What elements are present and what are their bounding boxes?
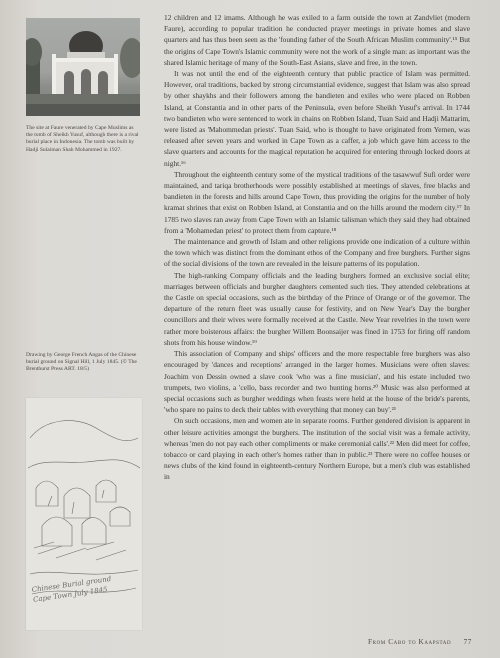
sketch-inscription: Chinese Burial ground Cape Town July 1845 bbox=[31, 574, 112, 604]
paragraph: Throughout the eighteenth century some of the mystical traditions of the tasawwuf Sufi order were maintained, and tariqa brotherhoods were possibly established at meetings of slaves, free blacks and bandieten in the forests and hills around Cape Town, thus providing the origins for the number of holy kramat shrines that exist on Robben Island, at Constantia and on the hills around the modern city.¹⁷ In 1785 two slaves ran away from Cape Town with an Islamic talisman which they said they had obtained from a 'Mohamedan priest' to protect them from capture.¹⁸ bbox=[164, 169, 470, 235]
running-footer bbox=[368, 638, 472, 646]
paragraph: It was not until the end of the eighteenth century that public practice of Islam was permitted. However, oral traditions, backed by strong circumstantial evidence, suggest that Islam was also spread by other shaykhs and their followers among the bandieten and exiles who were placed on Robben Island, at Constantia and in other parts of the Peninsula, even before Sheikh Yusuf's arrival. In 1744 two bandieten who were sentenced to work in chains on Robben Island, Tuan Said and Hadji Mattarim, were listed as 'Mahommedan priests'. Tuan Said, who is thought to have originated from Yemen, was released after seven years and worked in Cape Town as a caffer, a job which gave him access to the slave quarters and accounts for the magical reputation he acquired for entering through locked doors at night.¹⁶ bbox=[164, 69, 470, 168]
paragraph: On such occasions, men and women ate in separate rooms. Further gendered division is apparent in other leisure activities amongst the burghers. The institution of the social visit was a female activity, whereas 'men do not pay each other compliments or make ceremonial calls'.²² Men did meet for coffee, tobacco or card playing in each other's homes rather than in public.²³ There were no coffee houses or news clubs of the kind found in eighteenth-century Northern Europe, but a men's club was established in bbox=[164, 416, 470, 482]
book-title: From Cabo to Kaapstad bbox=[368, 638, 452, 646]
photo-caption: The site at Faure venerated by Cape Muslims as the tomb of Sheikh Yusuf, although there is a rival burial place in Indonesia. The tomb was built by Hadji Sulaiman Shah Mohammed in 1927. bbox=[26, 125, 139, 153]
sketch-caption: Drawing by George French Angas of the Chinese burial ground on Signal Hill, 1 July 1845. (© The Brenthurst Press ART. 18/5) bbox=[26, 352, 137, 373]
burial-ground-sketch bbox=[26, 398, 142, 630]
paragraph: 12 children and 12 imams. Although he was exiled to a farm outside the town at Zandvliet (modern Faure), according to popular tradition he conducted prayer meetings in private homes and slave quarters and has thus been seen as the 'founding father of the South African Muslim community'.¹⁵ But the origins of Cape Town's Islamic community were not the work of a single man: as important was the shared Islamic heritage of many of the South-East Asians, slave and free, in the town. bbox=[164, 13, 470, 67]
body-text bbox=[164, 12, 470, 483]
page-number: 77 bbox=[463, 638, 472, 646]
tomb-photo bbox=[26, 18, 140, 116]
paragraph: The high-ranking Company officials and the leading burghers formed an exclusive social elite; marriages between officials and burgher daughters cemented such ties. They attended celebrations at the Castle on special occasions, such as the birthday of the Prince of Orange or of the governor. The departure of the return fleet was usually cause for festivity, and on New Year's Day the burgher councillors and their wives were formally received at the Castle. New Year revelries in the town were rather more boisterous affairs: the burgher Willem Boonsaijer was fined in 1753 for firing off random shots from his house window.¹⁹ bbox=[164, 270, 470, 347]
paragraph: This association of Company and ships' officers and the more respectable free burghers was also encouraged by 'dances and receptions' arranged in the larger homes. Musicians were often slaves: Joachim von Dessin owned a slave cook 'who was a fine musician', and his estate included two trumpets, two violins, a 'cello, bass recorder and two hunting horns.²⁰ Music was also performed at special occasions such as burgher weddings when feasts were held at the house of the bride's parents, 'who spare no pains to deck their tables with everything that money can buy'.²¹ bbox=[164, 349, 470, 415]
paragraph: The maintenance and growth of Islam and other religions provide one indication of a culture within the town which was distinct from the dominant ethos of the Company and free burghers. Further signs of the social divisions of the town are revealed in the leisure patterns of its population. bbox=[164, 237, 470, 269]
